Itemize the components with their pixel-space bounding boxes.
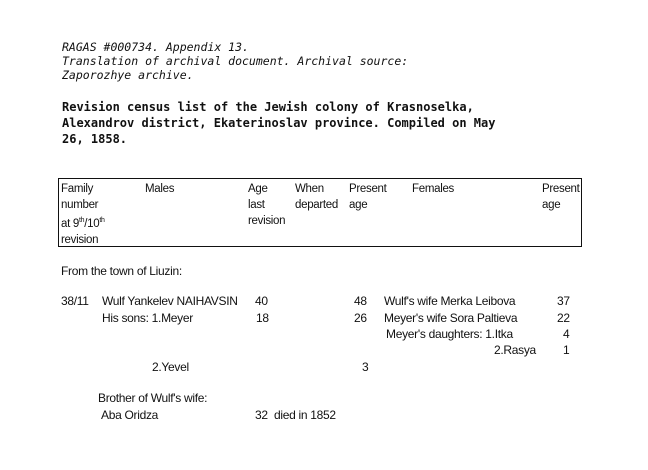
document-title-line-1: Revision census list of the Jewish colony of Krasnoselka, (62, 100, 474, 114)
document-archive-source: Zaporozhye archive. (62, 68, 194, 82)
col-when-departed: When departed (295, 183, 338, 211)
section-label: From the town of Liuzin: (61, 264, 182, 278)
family-number: 38/11 (61, 294, 89, 308)
female-present-age: 1 (563, 343, 570, 357)
present-age: 3 (362, 360, 369, 374)
female-present-age: 4 (563, 327, 570, 341)
relation-label: Brother of Wulf's wife: (98, 391, 208, 405)
age-last-revision: 40 (255, 294, 268, 308)
male-name: His sons: 1.Meyer (102, 311, 193, 325)
col-family-number: Family number at 9th/10th revision (61, 183, 105, 246)
document-title-line-3: 26, 1858. (62, 132, 128, 146)
col-females: Females (412, 183, 454, 195)
col-present-age-males: Present age (349, 183, 387, 211)
col-present-age-females: Present age (542, 183, 580, 211)
present-age: 48 (354, 294, 367, 308)
when-departed: died in 1852 (274, 408, 336, 422)
male-name: Wulf Yankelev NAIHAVSIN (102, 294, 238, 308)
col-age-last-revision: Age last revision (248, 183, 286, 227)
female-name: Wulf's wife Merka Leibova (384, 294, 516, 308)
female-name: Meyer's daughters: 1.Itka (386, 327, 513, 341)
age-last-revision: 18 (256, 311, 269, 325)
male-name: Aba Oridza (101, 408, 159, 422)
female-name: 2.Rasya (494, 343, 536, 357)
document-title-line-2: Alexandrov district, Ekaterinoslav province. Compiled on May (62, 116, 496, 130)
male-name: 2.Yevel (152, 360, 189, 374)
age-last-revision: 32 (255, 408, 268, 422)
present-age: 26 (354, 311, 367, 325)
document-reference: RAGAS #000734. Appendix 13. (62, 40, 249, 54)
female-present-age: 37 (557, 294, 570, 308)
female-name: Meyer's wife Sora Paltieva (384, 311, 518, 325)
female-present-age: 22 (557, 311, 570, 325)
document-translation-note: Translation of archival document. Archival source: (62, 54, 409, 68)
col-males: Males (145, 183, 175, 195)
